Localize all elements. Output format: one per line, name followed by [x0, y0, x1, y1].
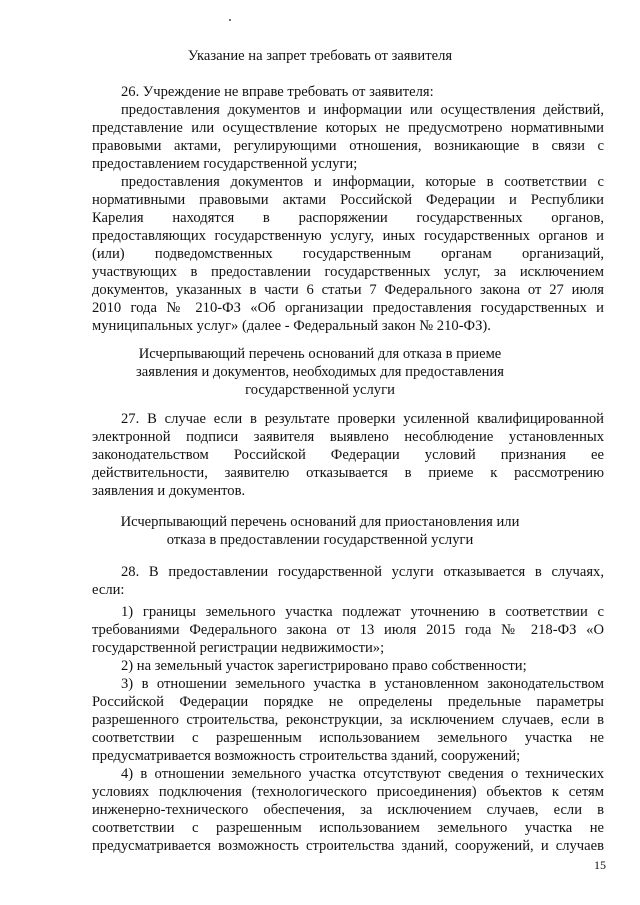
paragraph-line: требованиями Федерального закона от 13 июля 2015 года № 218-ФЗ «О	[92, 622, 604, 638]
section-heading: Исчерпывающий перечень оснований для отказа в приеме	[138, 346, 502, 362]
paragraph-line: Российской Федерации порядке не определены предельные параметры	[92, 694, 604, 710]
paragraph-line: 2010 года № 210-ФЗ «Об организации предоставления государственных и	[92, 300, 604, 316]
paragraph-line: 26. Учреждение не вправе требовать от заявителя:	[121, 84, 434, 100]
paragraph-line: 1) границы земельного участка подлежат уточнению в соответствии с	[121, 604, 604, 620]
paragraph-line: электронной подписи заявителя выявлено несоблюдение установленных	[92, 429, 604, 445]
paragraph-line: предусматривается возможность строительства зданий, сооружений;	[92, 748, 521, 764]
paragraph-line: Карелия находятся в распоряжении государственных органов,	[92, 210, 604, 226]
scan-speck	[229, 19, 231, 21]
paragraph-line: соответствии с разрешенным использованием земельного участка не	[92, 730, 604, 746]
paragraph-line: предусматривается возможность строительства зданий, сооружений, и случаев	[92, 838, 604, 854]
paragraph-line: 2) на земельный участок зарегистрировано право собственности;	[121, 658, 527, 674]
paragraph-line: муниципальных услуг» (далее - Федеральный закон № 210-ФЗ).	[92, 318, 491, 334]
paragraph-line: если:	[92, 582, 125, 598]
paragraph-line: предоставления документов и информации или осуществления действий,	[121, 102, 604, 118]
section-heading: государственной услуги	[245, 382, 395, 398]
paragraph-line: предоставлением государственной услуги;	[92, 156, 358, 172]
section-heading: отказа в предоставлении государственной услуги	[166, 532, 474, 548]
paragraph-line: участвующих в предоставлении государственных услуг, за исключением	[92, 264, 604, 280]
paragraph-line: представление или осуществление которых не предусмотрено нормативными	[92, 120, 604, 136]
paragraph-line: заявления и документов.	[92, 483, 246, 499]
paragraph-line: инженерно-технического обеспечения, за исключением случаев, если в	[92, 802, 604, 818]
section-heading: заявления и документов, необходимых для предоставления	[136, 364, 504, 380]
section-heading: Указание на запрет требовать от заявителя	[187, 48, 453, 64]
paragraph-line: (или) подведомственных государственным органам организаций,	[92, 246, 604, 262]
paragraph-line: условиях подключения (технологического присоединения) объектов к сетям	[92, 784, 604, 800]
page-number: 15	[594, 858, 606, 872]
paragraph-line: документов, указанных в части 6 статьи 7 Федерального закона от 27 июля	[92, 282, 604, 298]
paragraph-line: 4) в отношении земельного участка отсутствуют сведения о технических	[121, 766, 604, 782]
paragraph-line: государственной регистрации недвижимости»;	[92, 640, 385, 656]
paragraph-line: правовыми актами, регулирующими отношения, возникающие в связи с	[92, 138, 604, 154]
paragraph-line: 28. В предоставлении государственной услуги отказывается в случаях,	[121, 564, 604, 580]
paragraph-line: 27. В случае если в результате проверки усиленной квалифицированной	[121, 411, 604, 427]
paragraph-line: разрешенного строительства, реконструкции, за исключением случаев, если в	[92, 712, 604, 728]
paragraph-line: предоставления документов и информации, которые в соответствии с	[121, 174, 604, 190]
paragraph-line: действительности, заявителю отказывается в приеме к рассмотрению	[92, 465, 604, 481]
paragraph-line: предоставляющих государственную услугу, иных государственных органов и	[92, 228, 604, 244]
paragraph-line: 3) в отношении земельного участка в установленном законодательством	[121, 676, 604, 692]
paragraph-line: соответствии с разрешенным использованием земельного участка не	[92, 820, 604, 836]
paragraph-line: законодательством Российской Федерации условий признания ее	[92, 447, 604, 463]
section-heading: Исчерпывающий перечень оснований для приостановления или	[120, 514, 520, 530]
paragraph-line: нормативными правовыми актами Российской Федерации и Республики	[92, 192, 604, 208]
